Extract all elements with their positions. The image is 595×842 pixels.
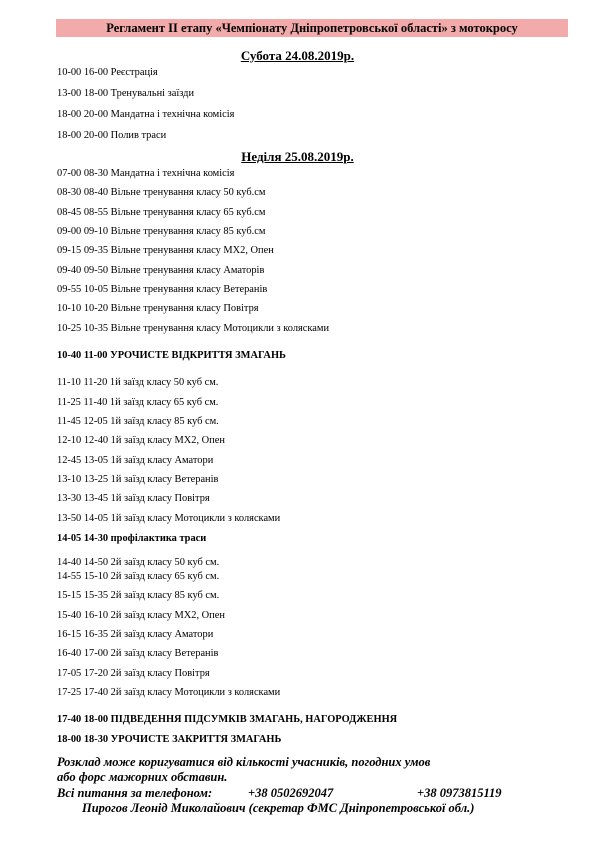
- race2-item: 16-40 17-00 2й заїзд класу Ветеранів: [57, 648, 219, 659]
- schedule-item: 10-00 16-00 Реєстрація: [57, 67, 158, 78]
- day2-heading: Неділя 25.08.2019р.: [241, 149, 354, 164]
- race2-item: 14-55 15-10 2й заїзд класу 65 куб см.: [57, 571, 220, 582]
- schedule-item: 08-45 08-55 Вільне тренування класу 65 куб.см: [57, 207, 266, 218]
- schedule-item: 08-30 08-40 Вільне тренування класу 50 куб.см: [57, 187, 266, 198]
- race1-item: 12-10 12-40 1й заїзд класу МХ2, Опен: [57, 435, 225, 446]
- schedule-note-line2: або форс мажорних обставин.: [57, 770, 228, 784]
- schedule-item: 09-15 09-35 Вільне тренування класу МХ2, Опен: [57, 245, 274, 256]
- race1-item: 13-50 14-05 1й заїзд класу Мотоцикли з колясками: [57, 513, 281, 524]
- race2-item: 17-05 17-20 2й заїзд класу Повітря: [57, 668, 210, 679]
- schedule-item: 10-25 10-35 Вільне тренування класу Мотоцикли з колясками: [57, 323, 330, 334]
- schedule-note-line1: Розклад може коригуватися від кількості учасників, погодних умов: [57, 755, 431, 769]
- schedule-item: 07-00 08-30 Мандатна і технічна комісія: [57, 168, 235, 179]
- closing-ceremony: 18-00 18-30 УРОЧИСТЕ ЗАКРИТТЯ ЗМАГАНЬ: [57, 734, 282, 745]
- document-title: Регламент ІІ етапу «Чемпіонату Дніпропетровської області» з мотокросу: [56, 19, 568, 37]
- race2-item: 14-40 14-50 2й заїзд класу 50 куб см.: [57, 557, 220, 568]
- race2-item: 16-15 16-35 2й заїзд класу Аматори: [57, 629, 214, 640]
- phones-label: Всі питання за телефоном:: [57, 786, 213, 800]
- schedule-item: 09-40 09-50 Вільне тренування класу Аматорів: [57, 265, 265, 276]
- schedule-item: 09-00 09-10 Вільне тренування класу 85 куб.см: [57, 226, 266, 237]
- schedule-item: 18-00 20-00 Полив траси: [57, 130, 167, 141]
- day1-heading: Субота 24.08.2019р.: [240, 48, 355, 63]
- schedule-item: 18-00 20-00 Мандатна і технічна комісія: [57, 109, 235, 120]
- schedule-item: 13-00 18-00 Тренувальні заїзди: [57, 88, 195, 99]
- race2-item: 15-40 16-10 2й заїзд класу МХ2, Опен: [57, 610, 225, 621]
- opening-ceremony: 10-40 11-00 УРОЧИСТЕ ВІДКРИТТЯ ЗМАГАНЬ: [57, 350, 286, 361]
- phone-number-2: +38 0973815119: [417, 786, 502, 800]
- race1-item: 12-45 13-05 1й заїзд класу Аматори: [57, 455, 214, 466]
- race2-item: 15-15 15-35 2й заїзд класу 85 куб см.: [57, 590, 220, 601]
- race1-item: 11-25 11-40 1й заїзд класу 65 куб см.: [57, 397, 219, 408]
- signature-line: Пирогов Леонід Миколайович (секретар ФМС Дніпропетровської обл.): [82, 801, 475, 815]
- race1-item: 13-10 13-25 1й заїзд класу Ветеранів: [57, 474, 219, 485]
- race2-item: 17-25 17-40 2й заїзд класу Мотоцикли з колясками: [57, 687, 281, 698]
- schedule-item: 09-55 10-05 Вільне тренування класу Ветеранів: [57, 284, 268, 295]
- track-maintenance: 14-05 14-30 профілактика траси: [57, 533, 207, 544]
- results-and-awards: 17-40 18-00 ПІДВЕДЕННЯ ПІДСУМКІВ ЗМАГАНЬ, НАГОРОДЖЕННЯ: [57, 714, 398, 725]
- schedule-item: 10-10 10-20 Вільне тренування класу Повітря: [57, 303, 259, 314]
- phone-number-1: +38 0502692047: [248, 786, 334, 800]
- race1-item: 13-30 13-45 1й заїзд класу Повітря: [57, 493, 210, 504]
- race1-item: 11-10 11-20 1й заїзд класу 50 куб см.: [57, 377, 219, 388]
- race1-item: 11-45 12-05 1й заїзд класу 85 куб см.: [57, 416, 219, 427]
